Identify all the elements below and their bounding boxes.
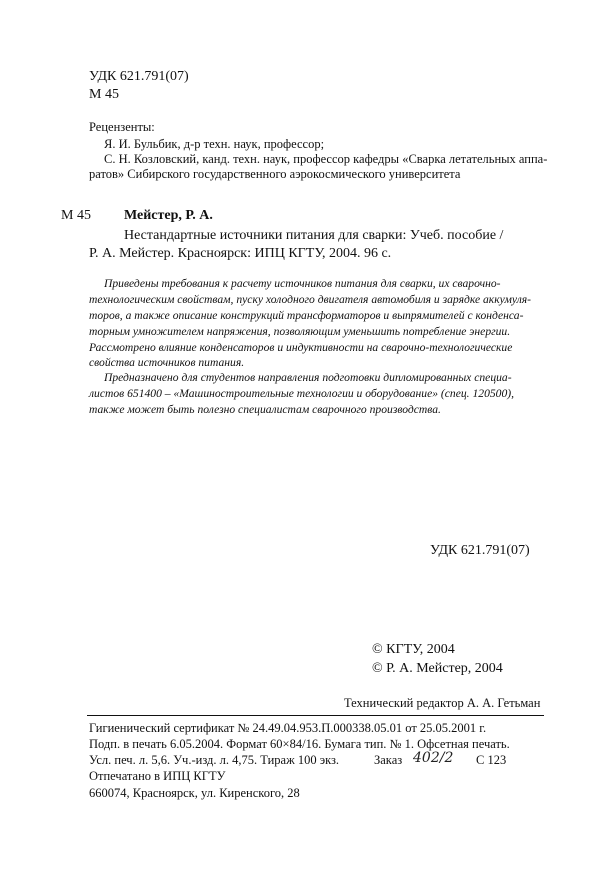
copyright-kgtu: © КГТУ, 2004 [372, 642, 455, 657]
author: Мейстер, Р. А. [124, 208, 213, 223]
copyright-author: © Р. А. Мейстер, 2004 [372, 661, 503, 676]
hygiene-cert: Гигиенический сертификат № 24.49.04.953.П.000338.05.01 от 25.05.2001 г. [89, 721, 487, 735]
tech-editor: Технический редактор А. А. Гетьман [344, 696, 541, 710]
udc-bottom: УДК 621.791(07) [430, 543, 530, 558]
print-sheets: Усл. печ. л. 5,6. Уч.-изд. л. 4,75. Тираж 100 экз. [89, 753, 340, 767]
printed-at: Отпечатано в ИПЦ КГТУ [89, 769, 226, 783]
order-number-handwritten: 402/2 [413, 750, 454, 766]
reviewer-2-line-1: С. Н. Козловский, канд. техн. наук, профессор кафедры «Сварка летательных аппа- [104, 152, 548, 166]
abstract-1-line-4: торным умножителем напряжения, позволяющим уменьшить потребление энергии. [89, 325, 511, 338]
reviewer-1: Я. И. Бульбик, д-р техн. наук, профессор; [104, 137, 325, 151]
biblio-line-2: Р. А. Мейстер. Красноярск: ИПЦ КГТУ, 2004. 96 с. [89, 246, 392, 261]
card-code: М 45 [61, 208, 91, 223]
abstract-1-line-1: Приведены требования к расчету источников питания для сварки, их сварочно- [104, 277, 501, 290]
udc-top: УДК 621.791(07) [89, 69, 189, 84]
abstract-2-line-1: Предназначено для студентов направления подготовки дипломированных специа- [104, 371, 512, 384]
abstract-1-line-3: торов, а также описание конструкций трансформаторов и выпрямителей с конденса- [89, 309, 524, 322]
abstract-2-line-3: также может быть полезно специалистам сварочного производства. [89, 403, 441, 416]
address: 660074, Красноярск, ул. Киренского, 28 [89, 786, 300, 800]
bbk-code: М 45 [89, 87, 119, 102]
reviewer-2-line-2: ратов» Сибирского государственного аэрокосмического университета [89, 167, 461, 181]
abstract-1-line-6: свойства источников питания. [89, 356, 245, 369]
abstract-2-line-2: листов 651400 – «Машиностроительные технологии и оборудование» (спец. 120500), [89, 387, 515, 400]
order-label: Заказ [374, 753, 403, 767]
abstract-1-line-5: Рассмотрено влияние конденсаторов и индуктивности на сварочно-технологические [89, 341, 513, 354]
biblio-line-1: Нестандартные источники питания для сварки: Учеб. пособие / [124, 228, 504, 243]
reviewers-heading: Рецензенты: [89, 120, 155, 134]
print-date-format: Подп. в печать 6.05.2004. Формат 60×84/16. Бумага тип. № 1. Офсетная печать. [89, 737, 510, 751]
imprint-rule [87, 715, 544, 716]
abstract-1-line-2: технологическим свойствам, пуску холодного двигателя автомобиля и зарядке аккумуля- [89, 293, 532, 306]
order-code: С 123 [476, 753, 507, 767]
